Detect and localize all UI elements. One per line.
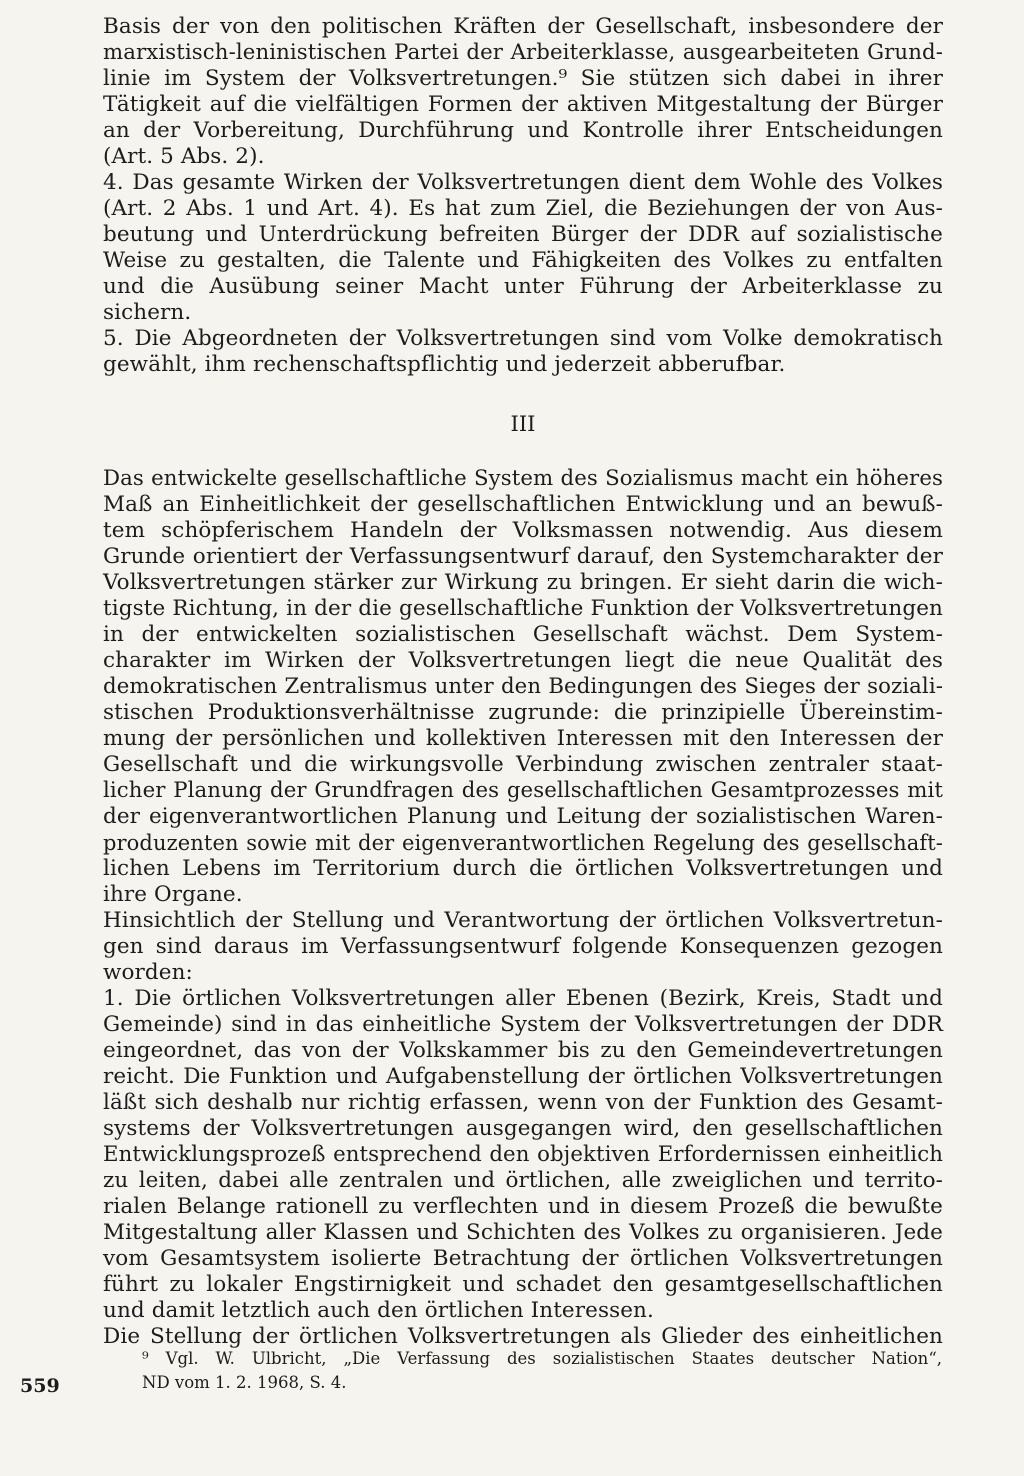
page-number: 559 bbox=[20, 1375, 60, 1397]
text-line: 1. Die örtlichen Volksvertretungen aller Ebenen (Bezirk, Kreis, Stadt und bbox=[103, 986, 943, 1011]
text-line: führt zu lokaler Engstirnigkeit und schadet den gesamtgesellschaftlichen bbox=[103, 1272, 943, 1297]
text-line: gewählt, ihm rechenschaftspflichtig und jederzeit abberufbar. bbox=[103, 352, 786, 377]
text-line: in der entwickelten sozialistischen Gesellschaft wächst. Dem System- bbox=[103, 622, 943, 647]
footnote bbox=[142, 1347, 942, 1395]
text-line: licher Planung der Grundfragen des gesellschaftlichen Gesamtprozesses mit bbox=[103, 778, 943, 803]
text-line: Basis der von den politischen Kräften der Gesellschaft, insbesondere der bbox=[103, 14, 943, 39]
text-line: und die Ausübung seiner Macht unter Führung der Arbeiterklasse zu bbox=[103, 274, 943, 299]
text-line: Maß an Einheitlichkeit der gesellschaftlichen Entwicklung und an bewuß- bbox=[103, 492, 943, 517]
text-line: und damit letztlich auch den örtlichen Interessen. bbox=[103, 1298, 654, 1323]
text-line: Hinsichtlich der Stellung und Verantwortung der örtlichen Volksvertretun- bbox=[103, 908, 943, 933]
text-line: reicht. Die Funktion und Aufgabenstellung der örtlichen Volksvertretungen bbox=[103, 1064, 943, 1089]
text-line: marxistisch-leninistischen Partei der Arbeiterklasse, ausgearbeiteten Grund- bbox=[103, 40, 943, 65]
text-line: lichen Lebens im Territorium durch die örtlichen Volksvertretungen und bbox=[103, 856, 943, 881]
text-block-1 bbox=[103, 14, 943, 378]
text-line: produzenten sowie mit der eigenverantwortlichen Regelung des gesellschaft- bbox=[103, 831, 943, 855]
footnote-line: ⁹ Vgl. W. Ulbricht, „Die Verfassung des sozialistischen Staates deutscher Nation“, bbox=[142, 1349, 942, 1368]
text-line: rialen Belange rationell zu verflechten und in diesem Prozeß die bewußte bbox=[103, 1194, 943, 1219]
text-block-2 bbox=[103, 466, 943, 1350]
text-line: Die Stellung der örtlichen Volksvertretungen als Glieder des einheitlichen bbox=[103, 1324, 943, 1349]
text-line: beutung und Unterdrückung befreiten Bürger der DDR auf sozialistische bbox=[103, 222, 943, 247]
text-line: 4. Das gesamte Wirken der Volksvertretungen dient dem Wohle des Volkes bbox=[103, 170, 943, 195]
text-line: Mitgestaltung aller Klassen und Schichten des Volkes zu organisieren. Jede bbox=[103, 1220, 943, 1245]
text-line: Gemeinde) sind in das einheitliche System der Volksvertretungen der DDR bbox=[103, 1012, 943, 1037]
text-line: Grunde orientiert der Verfassungsentwurf darauf, den Systemcharakter der bbox=[103, 544, 943, 569]
text-line: sichern. bbox=[103, 300, 192, 325]
text-line: stischen Produktionsverhältnisse zugrunde: die prinzipielle Übereinstim- bbox=[103, 700, 943, 725]
text-line: Entwicklungsprozeß entsprechend den objektiven Erfordernissen einheitlich bbox=[103, 1142, 943, 1167]
text-line: an der Vorbereitung, Durchführung und Kontrolle ihrer Entscheidungen bbox=[103, 118, 943, 143]
section-heading: III bbox=[510, 412, 536, 436]
text-line: ihre Organe. bbox=[103, 882, 243, 907]
text-line: der eigenverantwortlichen Planung und Leitung der sozialistischen Waren- bbox=[103, 804, 943, 829]
text-line: charakter im Wirken der Volksvertretungen liegt die neue Qualität des bbox=[103, 648, 943, 673]
text-line: vom Gesamtsystem isolierte Betrachtung der örtlichen Volksvertretungen bbox=[103, 1246, 943, 1271]
text-line: Das entwickelte gesellschaftliche System des Sozialismus macht ein höheres bbox=[103, 466, 943, 491]
text-line: tem schöpferischem Handeln der Volksmassen notwendig. Aus diesem bbox=[103, 518, 943, 543]
text-line: systems der Volksvertretungen ausgegangen wird, den gesellschaftlichen bbox=[103, 1116, 943, 1141]
text-line: Volksvertretungen stärker zur Wirkung zu bringen. Er sieht darin die wich- bbox=[103, 570, 943, 595]
text-line: (Art. 5 Abs. 2). bbox=[103, 144, 265, 169]
text-line: eingeordnet, das von der Volkskammer bis zu den Gemeindevertretungen bbox=[103, 1038, 943, 1063]
text-line: worden: bbox=[103, 960, 193, 985]
text-line: linie im System der Volksvertretungen.⁹ Sie stützen sich dabei in ihrer bbox=[103, 66, 943, 91]
text-line: 5. Die Abgeordneten der Volksvertretungen sind vom Volke demokratisch bbox=[103, 326, 943, 351]
page-body bbox=[103, 14, 943, 1349]
footnote-line: ND vom 1. 2. 1968, S. 4. bbox=[142, 1373, 347, 1392]
text-line: mung der persönlichen und kollektiven Interessen mit den Interessen der bbox=[103, 726, 943, 751]
text-line: läßt sich deshalb nur richtig erfassen, wenn von der Funktion des Gesamt- bbox=[103, 1090, 943, 1115]
text-line: demokratischen Zentralismus unter den Bedingungen des Sieges der soziali- bbox=[103, 674, 943, 699]
text-line: (Art. 2 Abs. 1 und Art. 4). Es hat zum Ziel, die Beziehungen der von Aus- bbox=[103, 196, 943, 221]
text-line: gen sind daraus im Verfassungsentwurf folgende Konsequenzen gezogen bbox=[103, 934, 943, 959]
text-line: tigste Richtung, in der die gesellschaftliche Funktion der Volksvertretungen bbox=[103, 596, 943, 621]
text-line: zu leiten, dabei alle zentralen und örtlichen, alle zweiglichen und territo- bbox=[103, 1168, 943, 1193]
text-line: Gesellschaft und die wirkungsvolle Verbindung zwischen zentraler staat- bbox=[103, 752, 943, 777]
text-line: Weise zu gestalten, die Talente und Fähigkeiten des Volkes zu entfalten bbox=[103, 248, 943, 273]
text-line: Tätigkeit auf die vielfältigen Formen der aktiven Mitgestaltung der Bürger bbox=[103, 92, 943, 117]
